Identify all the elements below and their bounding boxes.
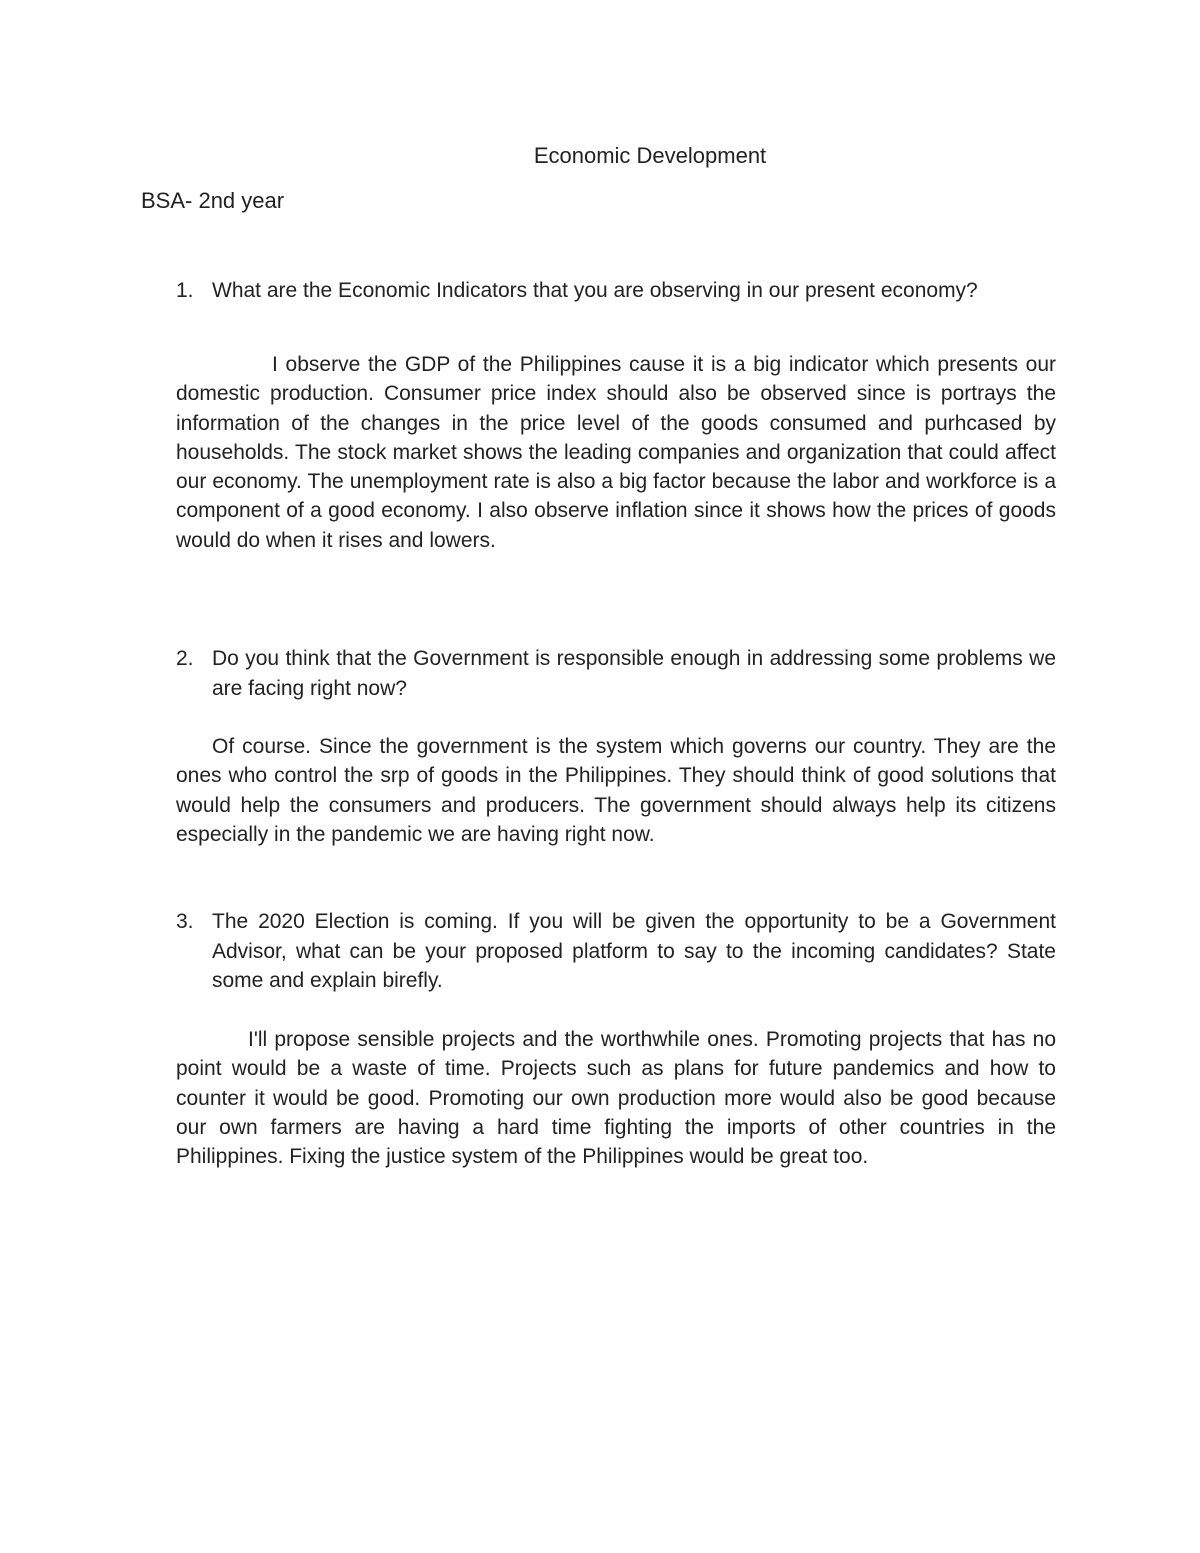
answer-2: Of course. Since the government is the system which governs our country. They are the ones who control the srp of goods in the Philippines. They should think of good solutions that would help the consumers and producers. The government should always help its citizens especially in the pandemic we are having right now. [176, 735, 1056, 846]
question-1-number: 1. [176, 279, 194, 302]
question-2-number: 2. [176, 647, 194, 670]
answer-3: I'll propose sensible projects and the worthwhile ones. Promoting projects that has no point would be a waste of time. Projects such as plans for future pandemics and how to counter it would be good. Promoting our own production more would also be good because our own farmers are having a hard time fighting the imports of other countries in the Philippines. Fixing the justice system of the Philippines would be great too. [176, 1028, 1056, 1169]
question-1 [176, 276, 1056, 306]
question-1-text: What are the Economic Indicators that you are observing in our present economy? [212, 279, 978, 302]
document-title: Economic Development [533, 143, 767, 168]
document-subtitle: BSA- 2nd year [141, 188, 285, 213]
question-3 [176, 907, 1056, 996]
question-3-number: 3. [176, 910, 194, 933]
question-3-text: The 2020 Election is coming. If you will be given the opportunity to be a Government Advisor, what can be your proposed platform to say to the incoming candidates? State some and explain birefly. [212, 910, 1056, 992]
answer-1: I observe the GDP of the Philippines cause it is a big indicator which presents our domestic production. Consumer price index should also be observed since is portrays the information of the changes in the price level of the goods consumed and purhcased by households. The stock market shows the leading companies and organization that could affect our economy. The unemployment rate is also a big factor because the labor and workforce is a component of a good economy. I also observe inflation since it shows how the prices of goods would do when it rises and lowers. [176, 353, 1056, 552]
question-2-text: Do you think that the Government is responsible enough in addressing some problems we are facing right now? [212, 647, 1056, 700]
question-2 [176, 644, 1056, 703]
